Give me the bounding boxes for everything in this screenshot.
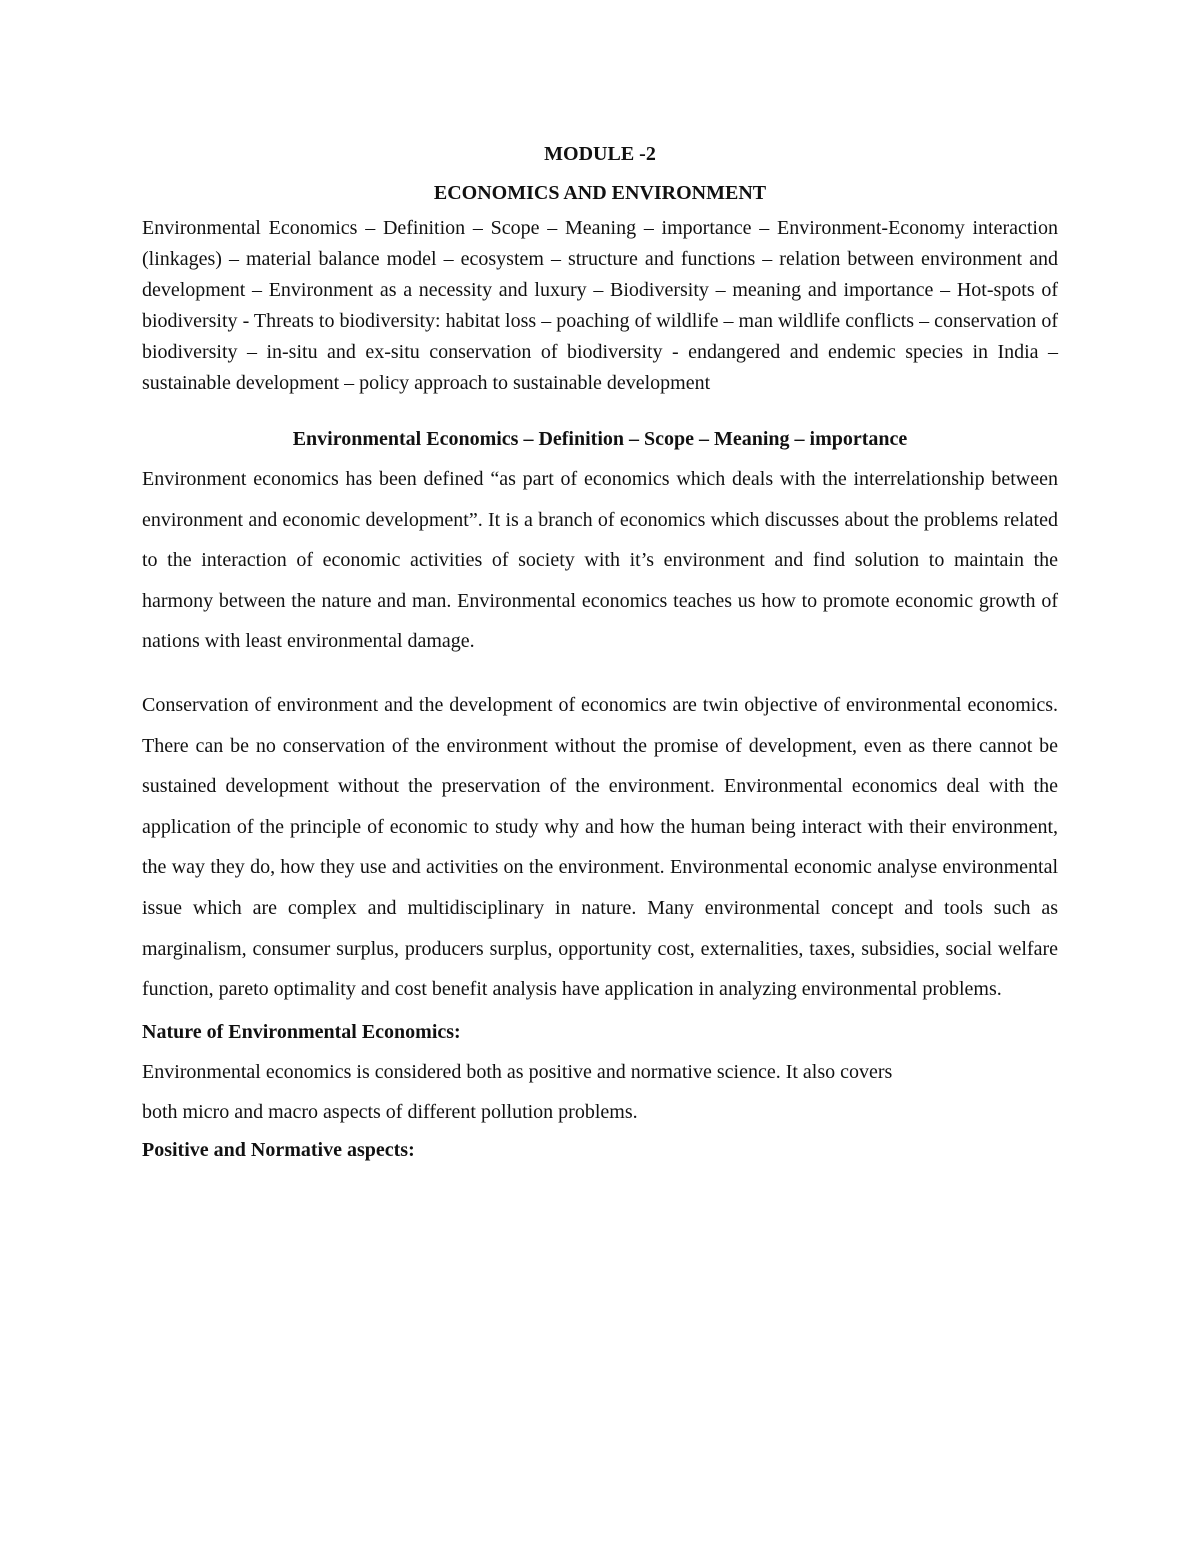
nature-heading: Nature of Environmental Economics: [142,1020,461,1043]
nature-line-1: Environmental economics is considered both as positive and normative science. It also covers [142,1060,893,1083]
page-title: ECONOMICS AND ENVIRONMENT [433,182,767,204]
positive-normative-heading: Positive and Normative aspects: [142,1138,415,1161]
section-heading: Environmental Economics – Definition – Scope – Meaning – importance [292,428,908,450]
syllabus-paragraph: Environmental Economics – Definition – Scope – Meaning – importance – Environment-Economy interaction (linkages) – material balance model – ecosystem – structure and functions – relation between environment and development – Environment as a necessity and luxury – Biodiversity – meaning and importance – Hot-spots of biodiversity - Threats to biodiversity: habitat loss – poaching of wildlife – man wildlife conflicts – conservation of biodiversity – in-situ and ex-situ conservation of biodiversity - endangered and endemic species in India – sustainable development – policy approach to sustainable development [142,217,1058,394]
module-number: MODULE -2 [544,143,656,165]
nature-line-2: both micro and macro aspects of different pollution problems. [142,1100,638,1123]
nature-paragraph [142,1052,1058,1132]
definition-paragraph: Environment economics has been defined “as part of economics which deals with the interrelationship between environment and economic development”. It is a branch of economics which discusses about the problems related to the interaction of economic activities of society with it’s environment and find solution to maintain the harmony between the nature and man. Environmental economics teaches us how to promote economic growth of nations with least environmental damage. [142,468,1058,653]
page-content [142,142,1058,1164]
conservation-paragraph: Conservation of environment and the development of economics are twin objective of environmental economics. There can be no conservation of the environment without the promise of development, even as there cannot be sustained development without the preservation of the environment. Environmental economics deal with the application of the principle of economic to study why and how the human being interact with their environment, the way they do, how they use and activities on the environment. Environmental economic analyse environmental issue which are complex and multidisciplinary in nature. Many environmental concept and tools such as marginalism, consumer surplus, producers surplus, opportunity cost, externalities, taxes, subsidies, social welfare function, pareto optimality and cost benefit analysis have application in analyzing environmental problems. [142,693,1058,1001]
